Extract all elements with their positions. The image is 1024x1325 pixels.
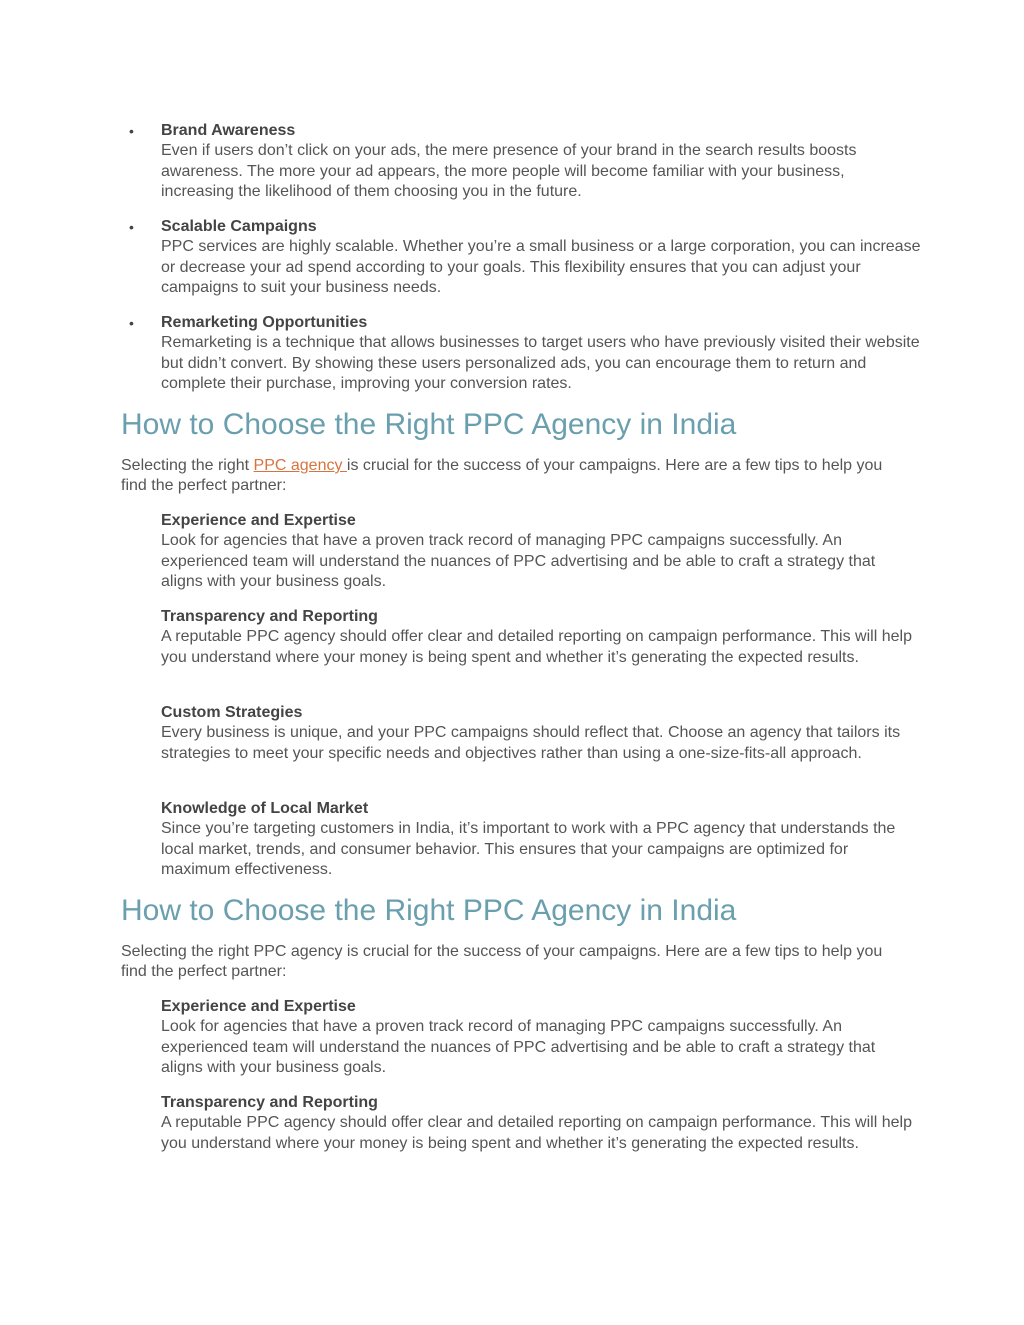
tip-description: Since you’re targeting customers in India, it’s important to work with a PPC agency that understands the local market, trends, and consumer behavior. This ensures that your campaigns are optimized for maximum effectiveness. [161,820,896,878]
ppc-agency-link[interactable]: PPC agency [253,457,347,474]
bullet-item-scalable-campaigns [161,217,921,298]
tip-title: Transparency and Reporting [161,1094,378,1111]
bullet-item-remarketing [161,313,921,394]
tip-description: A reputable PPC agency should offer clear and detailed reporting on campaign performance. This will help you understand where your money is being spent and whether it’s generating the expected results. [161,1114,912,1152]
tip-item-custom-strategies [161,703,921,764]
bullet-title: Scalable Campaigns [161,218,317,235]
bullet-marker: • [129,123,134,139]
bullet-marker: • [129,315,134,331]
bullet-title: Brand Awareness [161,122,296,139]
bullet-item-brand-awareness [161,121,921,202]
tip-description: Look for agencies that have a proven track record of managing PPC campaigns successfully. An experienced team will understand the nuances of PPC advertising and be able to craft a strategy that aligns with your business goals. [161,532,876,590]
tip-title: Custom Strategies [161,704,303,721]
bullet-description: Remarketing is a technique that allows businesses to target users who have previously visited their website but didn’t convert. By showing these users personalized ads, you can encourage them to return and complete their purchase, improving your conversion rates. [161,334,920,392]
bullet-marker: • [129,219,134,235]
section-heading: How to Choose the Right PPC Agency in India [121,408,737,441]
bullet-title: Remarketing Opportunities [161,314,368,331]
bullet-description: Even if users don’t click on your ads, the mere presence of your brand in the search results boosts awareness. The more your ad appears, the more people will become familiar with your business, increasing the likelihood of them choosing you in the future. [161,142,857,200]
tip-title: Experience and Expertise [161,512,356,529]
section-heading: How to Choose the Right PPC Agency in India [121,894,737,927]
tip-item-experience [161,511,921,592]
bullet-description: PPC services are highly scalable. Whether you’re a small business or a large corporation, you can increase or decrease your ad spend according to your goals. This flexibility ensures that you can adjust your campaigns to suit your business needs. [161,238,921,296]
tip-title: Knowledge of Local Market [161,800,369,817]
tip-item-experience [161,997,921,1078]
section-intro [121,456,911,497]
tip-description: A reputable PPC agency should offer clear and detailed reporting on campaign performance. This will help you understand where your money is being spent and whether it’s generating the expected results. [161,628,912,666]
tip-title: Experience and Expertise [161,998,356,1015]
tip-description: Look for agencies that have a proven track record of managing PPC campaigns successfully. An experienced team will understand the nuances of PPC advertising and be able to craft a strategy that aligns with your business goals. [161,1018,876,1076]
tip-item-local-market [161,799,921,880]
tip-item-transparency [161,1093,921,1154]
tip-item-transparency [161,607,921,668]
intro-text-before: Selecting the right [121,457,254,474]
tip-title: Transparency and Reporting [161,608,378,625]
section-intro: Selecting the right PPC agency is crucial for the success of your campaigns. Here are a few tips to help you find the perfect partner: [121,943,883,981]
intro-text-after: is crucial for the success of your campaigns. Here are a few tips to help you find the perfect partner: [121,457,883,495]
tip-description: Every business is unique, and your PPC campaigns should reflect that. Choose an agency that tailors its strategies to meet your specific needs and objectives rather than using a one-size-fits-all approach. [161,724,901,762]
